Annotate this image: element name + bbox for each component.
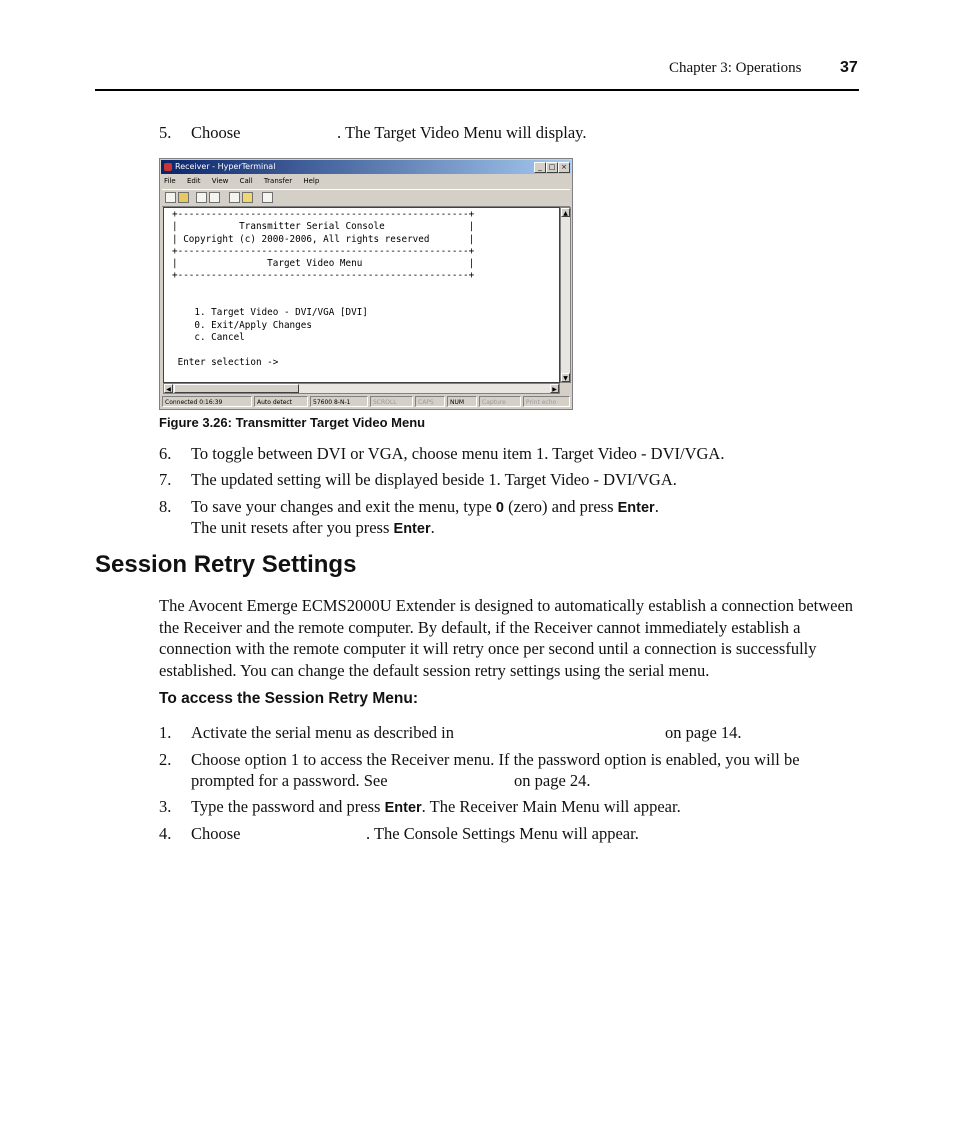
scroll-down-icon[interactable]: ▼ (561, 373, 570, 382)
step-text: To toggle between DVI or VGA, choose menu item 1. Target Video - DVI/VGA. (191, 444, 725, 463)
new-icon[interactable] (165, 192, 176, 203)
key-zero: 0 (495, 500, 504, 516)
body-paragraph: The Avocent Emerge ECMS2000U Extender is designed to automatically establish a connection between the Receiver and the remote computer. By default, if the Receiver cannot immediately establish a connection with the remote computer it will retry once per second until a connection is successfully established. You can change the default session retry settings using the serial menu. (159, 596, 854, 680)
text-run: . (430, 518, 435, 537)
receive-icon[interactable] (242, 192, 253, 203)
menu-call[interactable]: Call (239, 177, 253, 185)
page-number: 37 (840, 59, 858, 76)
window-menubar (162, 176, 326, 187)
step-number: 3. (159, 797, 172, 816)
step-text-line1: Choose option 1 to access the Receiver menu. If the password option is enabled, you will be (191, 750, 800, 769)
text-run: . The Receiver Main Menu will appear. (421, 797, 681, 816)
text-run: The unit resets after you press (191, 518, 394, 537)
key-enter: Enter (617, 500, 655, 516)
horizontal-scrollbar[interactable] (163, 383, 560, 394)
status-baud: 57600 8-N-1 (310, 396, 368, 407)
step-text-line2-b: on page 24. (514, 771, 591, 790)
hyperterminal-window (159, 158, 573, 410)
disconnect-icon[interactable] (209, 192, 220, 203)
menu-transfer[interactable]: Transfer (263, 177, 293, 185)
step-text-line2-a: prompted for a password. See (191, 771, 388, 790)
step-text-b: on page 14. (665, 723, 742, 742)
step-text-suffix: . The Target Video Menu will display. (337, 123, 587, 142)
step-number: 1. (159, 723, 172, 742)
menu-file[interactable]: File (164, 177, 176, 185)
step-number: 8. (159, 497, 172, 516)
menu-view[interactable]: View (211, 177, 229, 185)
send-icon[interactable] (229, 192, 240, 203)
status-print-echo: Print echo (523, 396, 570, 407)
menu-help[interactable]: Help (303, 177, 320, 185)
status-caps: CAPS (415, 396, 445, 407)
window-title: Receiver - HyperTerminal (175, 162, 276, 171)
menu-edit[interactable]: Edit (186, 177, 201, 185)
terminal-text: +----------------------------------------------------+ | Transmitter Serial Console | | Copyright (c) 2000-2006, All rights reserved | +----------------------------------------------------+ | Target Video Menu | +----------------------------------------------------+ 1. Target Video - DVI/VGA [DVI] 0. Exit/Apply Changes c. Cancel Enter selection -> (172, 209, 475, 368)
window-statusbar (162, 396, 570, 408)
step-number: 7. (159, 470, 172, 489)
status-scroll: SCROLL (370, 396, 413, 407)
terminal-area[interactable] (163, 207, 560, 383)
hyperterminal-app-icon (164, 163, 172, 171)
section-title: Session Retry Settings (95, 551, 357, 578)
status-detect: Auto detect (254, 396, 308, 407)
step-text-prefix: Choose (191, 123, 241, 142)
text-run: Type the password and press (191, 797, 385, 816)
status-num: NUM (447, 396, 477, 407)
scroll-left-icon[interactable]: ◀ (164, 384, 173, 393)
step-number: 2. (159, 750, 172, 769)
text-run: (zero) and press (504, 497, 618, 516)
text-run: . (654, 497, 659, 516)
open-icon[interactable] (178, 192, 189, 203)
call-icon[interactable] (196, 192, 207, 203)
running-header-chapter: Chapter 3: Operations (669, 60, 802, 76)
horizontal-scroll-thumb[interactable] (174, 384, 299, 393)
procedure-heading: To access the Session Retry Menu: (159, 690, 418, 707)
window-titlebar (161, 160, 571, 174)
window-toolbar (162, 189, 570, 207)
vertical-scrollbar[interactable] (560, 207, 571, 383)
step-text-line2 (191, 517, 435, 540)
figure-caption: Figure 3.26: Transmitter Target Video Menu (159, 415, 426, 430)
scroll-up-icon[interactable]: ▲ (561, 208, 570, 217)
status-connected: Connected 0:16:39 (162, 396, 252, 407)
maximize-icon[interactable]: □ (546, 162, 558, 173)
status-capture: Capture (479, 396, 521, 407)
text-run: To save your changes and exit the menu, type (191, 497, 496, 516)
close-icon[interactable]: × (558, 162, 570, 173)
step-text: The updated setting will be displayed beside 1. Target Video - DVI/VGA. (191, 470, 677, 489)
step-text-a: Activate the serial menu as described in (191, 723, 454, 742)
step-text-b: . The Console Settings Menu will appear. (366, 824, 639, 843)
properties-icon[interactable] (262, 192, 273, 203)
header-rule (95, 89, 859, 91)
minimize-icon[interactable]: _ (534, 162, 546, 173)
step-text-a: Choose (191, 824, 241, 843)
key-enter: Enter (384, 800, 422, 816)
step-text (191, 796, 681, 819)
step-number: 6. (159, 444, 172, 463)
step-number: 5. (159, 123, 172, 142)
key-enter: Enter (393, 521, 431, 537)
step-number: 4. (159, 824, 172, 843)
step-text-line1 (191, 496, 659, 519)
scroll-right-icon[interactable]: ▶ (550, 384, 559, 393)
